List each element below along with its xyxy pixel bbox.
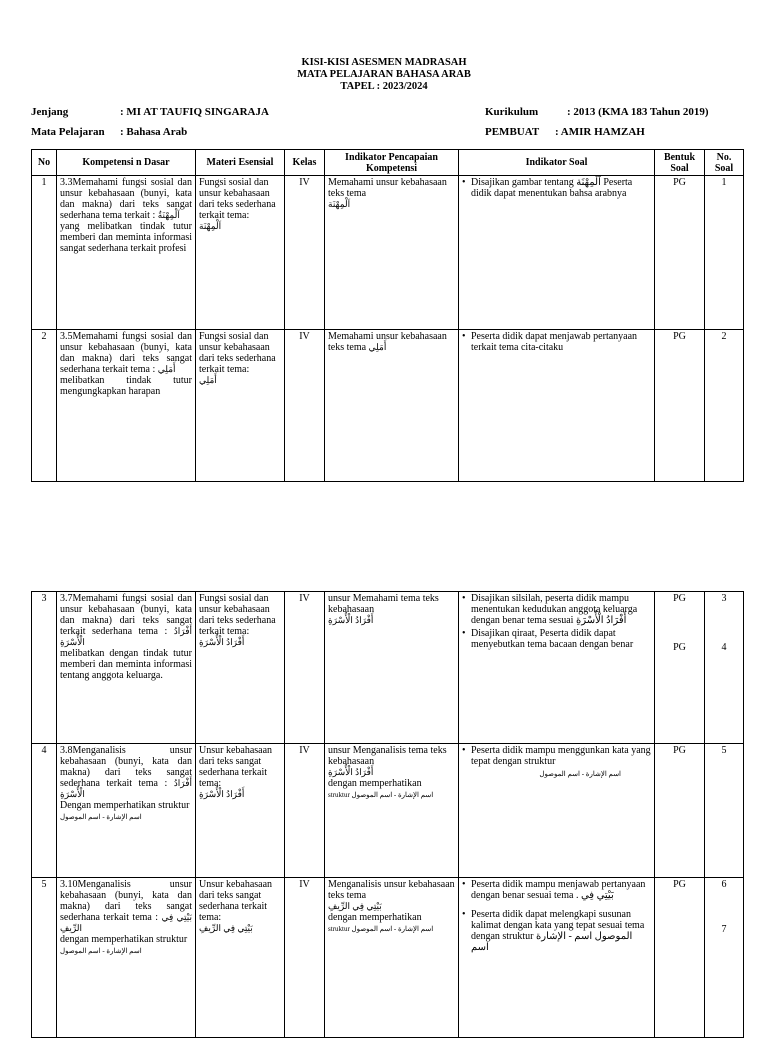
row-soal — [459, 176, 655, 330]
ipk-arabic: بَيْتِي فِي الرِّيفِ — [328, 901, 382, 911]
ipk-struktur: struktur اسم الإشارة - اسم الموصول — [328, 925, 434, 933]
kd-text-cont: Dengan memperhatikan struktur — [60, 800, 190, 811]
row-materi — [196, 744, 285, 878]
row-kelas: IV — [285, 176, 325, 330]
row-kd — [57, 744, 196, 878]
soal-item: • Peserta didik dapat melengkapi susunan kalimat dengan kata yang tepat sesuai tema dengan struktur الموصول اسم - الإشارة اسم — [462, 909, 651, 953]
table-row — [32, 330, 744, 482]
kisi-kisi-table-page2 — [31, 591, 744, 1038]
ipk-text: Memahami unsur kebahasaan teks tema — [328, 177, 447, 199]
kd-text-cont: dengan memperhatikan struktur — [60, 934, 188, 945]
col-header-soal: Indikator Soal — [459, 150, 655, 176]
col-header-kd: Kompetensi n Dasar — [57, 150, 196, 176]
kd-arabic: اَلْمِهْنَةُ — [157, 210, 180, 220]
row-kelas: IV — [285, 878, 325, 1038]
mapel-label: Mata Pelajaran — [31, 126, 105, 138]
soal-item: • Disajikan qiraat, Peserta didik dapat menyebutkan tema bacaan dengan benar — [462, 628, 651, 650]
row-soal — [459, 592, 655, 744]
pembuat-value: : AMIR HAMZAH — [555, 126, 645, 138]
doc-title-line3: TAPEL : 2023/2024 — [340, 81, 428, 92]
bentuk-value: PG — [673, 642, 686, 653]
soal-struktur: اسم الإشارة - اسم الموصول — [539, 770, 621, 778]
materi-text: Fungsi sosial dan unsur kebahasaan dari teks sederhana terkait tema: — [199, 177, 276, 221]
kurikulum-value: : 2013 (KMA 183 Tahun 2019) — [567, 106, 709, 118]
row-soal — [459, 878, 655, 1038]
row-materi — [196, 878, 285, 1038]
ipk-arabic: أَفْرَادُ الْأُسْرَةِ — [328, 767, 374, 777]
row-kelas: IV — [285, 330, 325, 482]
row-materi — [196, 592, 285, 744]
table-row — [32, 592, 744, 744]
kd-text: 3.3Memahami fungsi sosial dan unsur kebahasaan (bunyi, kata dan makna) dari teks sangat sederhana tema terkait : — [60, 177, 192, 221]
kd-text: 3.10Menganalisis unsur kebahasaan (bunyi, kata dan makna) dari teks sangat sederhana terkait tema : — [60, 879, 192, 923]
row-bentuk: PG — [655, 744, 705, 878]
row-kelas: IV — [285, 592, 325, 744]
col-header-no: No — [32, 150, 57, 176]
row-bentuk: PG — [655, 878, 705, 1038]
materi-arabic: بَيْتِي فِي الرِّيفِ — [199, 923, 253, 933]
soal-item: • Disajikan silsilah, peserta didik mampu menentukan kedudukan anggota keluarga dengan benar tema sesuai أَفْرَادُ الْأُسْرَةِ — [462, 593, 651, 626]
ipk-text: Memahami unsur kebahasaan teks tema — [328, 331, 447, 353]
jenjang-label: Jenjang — [31, 106, 69, 118]
row-no: 2 — [32, 330, 57, 482]
row-no: 5 — [32, 878, 57, 1038]
row-kd — [57, 330, 196, 482]
table-row — [32, 176, 744, 330]
row-ipk — [325, 176, 459, 330]
table-header-row — [32, 150, 744, 176]
materi-text: Unsur kebahasaan dari teks sangat sederhana terkait tema: — [199, 879, 273, 923]
row-ipk — [325, 744, 459, 878]
table-row — [32, 744, 744, 878]
nosoal-value: 4 — [721, 642, 727, 653]
row-kd — [57, 878, 196, 1038]
kurikulum-label: Kurikulum — [485, 106, 539, 118]
kisi-kisi-table-page1 — [31, 149, 744, 482]
row-soal — [459, 330, 655, 482]
col-header-ipk: Indikator Pencapaian Kompetensi — [325, 150, 459, 176]
ipk-text: unsur Menganalisis tema teks kebahasaan — [328, 745, 447, 767]
nosoal-value: 7 — [721, 924, 727, 935]
soal-item: • Peserta didik mampu menjawab pertanyaan dengan benar sesuai tema . بَيْتِي فِي — [462, 879, 651, 901]
row-nosoal — [705, 878, 744, 1038]
row-nosoal: 5 — [705, 744, 744, 878]
ipk-arabic: اَلْمِهْنَة — [328, 199, 351, 209]
row-ipk — [325, 330, 459, 482]
materi-text: Fungsi sosial dan unsur kebahasaan dari teks sederhana terkait tema: — [199, 331, 276, 375]
ipk-struktur: struktur اسم الإشارة - اسم الموصول — [328, 791, 434, 799]
nosoal-value: 6 — [721, 879, 727, 890]
row-soal — [459, 744, 655, 878]
kd-arabic: بَيْتِي فِي الرِّيفِ — [60, 912, 192, 933]
kd-arabic: أَفْرَادُ الْأُسْرَةِ — [60, 626, 192, 647]
col-header-kelas: Kelas — [285, 150, 325, 176]
jenjang-value: : MI AT TAUFIQ SINGARAJA — [120, 106, 269, 118]
kd-text-cont: melibatkan dengan tindak tutur memberi dan meminta informasi tentang anggota keluarga. — [60, 648, 192, 681]
ipk-text: unsur Memahami tema teks kebahasaan — [328, 593, 439, 615]
soal-item: • Disajikan gambar tentang اَلْمِهْنَة Peserta didik dapat menentukan bahsa arabnya — [462, 177, 651, 199]
row-ipk — [325, 878, 459, 1038]
materi-text: Unsur kebahasaan dari teks sangat sederhana terkait tema: — [199, 745, 273, 789]
materi-arabic: أَفْرَادُ الْأُسْرَةِ — [199, 789, 245, 799]
row-no: 4 — [32, 744, 57, 878]
ipk-arabic: أَمَلِي — [368, 342, 387, 352]
kd-text-cont: melibatkan tindak tutur mengungkapkan harapan — [60, 375, 192, 397]
nosoal-value: 3 — [721, 593, 727, 604]
kd-text: 3.8Menganalisis unsur kebahasaan (bunyi, kata dan makna) dari teks sangat sederhana terkait tema : — [60, 745, 192, 789]
doc-title-line2: MATA PELAJARAN BAHASA ARAB — [297, 69, 471, 80]
materi-arabic: أَمَلِي — [199, 375, 217, 385]
row-kd — [57, 176, 196, 330]
ipk-text: Menganalisis unsur kebahasaan teks tema — [328, 879, 455, 901]
ipk-text-cont: dengan memperhatikan — [328, 778, 422, 789]
row-nosoal: 1 — [705, 176, 744, 330]
row-bentuk: PG — [655, 176, 705, 330]
kd-struktur: اسم الإشارة - اسم الموصول — [60, 947, 142, 955]
row-bentuk: PG — [655, 330, 705, 482]
doc-title-line1: KISI-KISI ASESMEN MADRASAH — [301, 57, 467, 68]
kd-arabic: أَفْرَادُ الْأُسْرَةِ — [60, 778, 192, 799]
row-ipk — [325, 592, 459, 744]
mapel-value: : Bahasa Arab — [120, 126, 188, 138]
row-bentuk — [655, 592, 705, 744]
kd-text: 3.5Memahami fungsi sosial dan unsur kebahasaan (bunyi, kata dan makna) dari teks sangat sederhana terkait tema : — [60, 331, 192, 375]
row-kelas: IV — [285, 744, 325, 878]
col-header-materi: Materi Esensial — [196, 150, 285, 176]
kd-arabic: أَمَلِي — [157, 364, 176, 374]
ipk-arabic: أَفْرَادُ الْأُسْرَةِ — [328, 615, 374, 625]
row-no: 3 — [32, 592, 57, 744]
row-materi — [196, 330, 285, 482]
row-materi — [196, 176, 285, 330]
materi-arabic: أَفْرَادُ الْأُسْرَةِ — [199, 637, 245, 647]
soal-item: • Peserta didik mampu menggunkan kata yang tepat dengan struktur — [462, 745, 651, 767]
row-nosoal: 2 — [705, 330, 744, 482]
soal-item: • Peserta didik dapat menjawab pertanyaan terkait tema cita-citaku — [462, 331, 651, 353]
pembuat-label: PEMBUAT — [485, 126, 540, 138]
kd-struktur: اسم الإشارة - اسم الموصول — [60, 813, 142, 821]
col-header-nosoal: No. Soal — [705, 150, 744, 176]
row-nosoal — [705, 592, 744, 744]
col-header-bentuk: Bentuk Soal — [655, 150, 705, 176]
kd-text-cont: yang melibatkan tindak tutur memberi dan meminta informasi sangat sederhana terkait profesi — [60, 221, 192, 254]
row-no: 1 — [32, 176, 57, 330]
table-row — [32, 878, 744, 1038]
ipk-text-cont: dengan memperhatikan — [328, 912, 422, 923]
row-kd — [57, 592, 196, 744]
materi-arabic: اَلْمِهْنَة — [199, 221, 222, 231]
kd-text: 3.7Memahami fungsi sosial dan unsur kebahasaan (bunyi, kata dan makna) dari teks sangat terkait sederhana tema : — [60, 593, 192, 637]
materi-text: Fungsi sosial dan unsur kebahasaan dari teks sederhana terkait tema: — [199, 593, 276, 637]
bentuk-value: PG — [673, 593, 686, 604]
